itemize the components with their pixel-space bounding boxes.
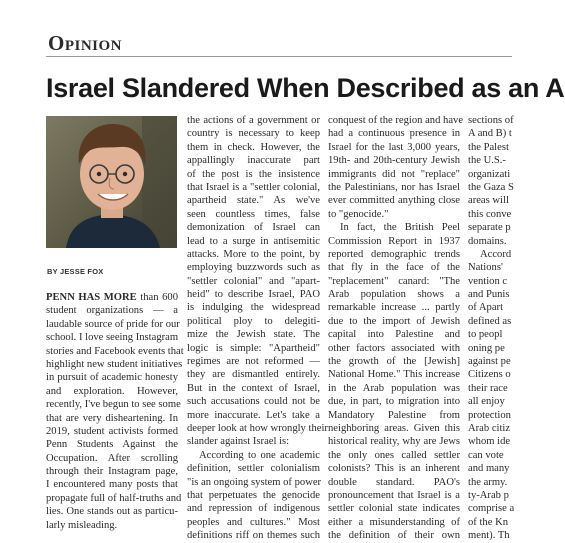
- column-1-line: school. I love seeing Instagram: [46, 332, 179, 344]
- column-1-line: propagate full of half-truths and: [46, 492, 182, 504]
- column-2-line: and repression of indigenous: [187, 503, 320, 515]
- column-2-line: country is necessary to keep: [187, 128, 320, 140]
- column-3-line: the Palestinians, nor has Israel: [328, 181, 460, 193]
- column-2-line: definition, settler colonialism: [187, 463, 320, 475]
- article-column-3: [328, 114, 464, 543]
- column-2-line: "settler colonial" and "apart-: [187, 275, 320, 287]
- column-4-line: comprise a: [468, 503, 515, 515]
- column-1-line: student organizations — a: [46, 305, 178, 317]
- column-1-line: laudable source of pride for our: [46, 318, 180, 330]
- column-3-line: double standard. PAO's: [328, 476, 460, 488]
- column-4-line: sections of: [468, 115, 514, 126]
- column-2-line: deeper look at how wrongly their: [187, 422, 328, 434]
- column-1-line: that are very disheartening. In: [46, 412, 178, 424]
- column-3-line: capital into Palestine and: [328, 329, 460, 341]
- column-3-line: reported demographic trends: [328, 248, 460, 260]
- column-4-line: the army.: [468, 476, 508, 488]
- column-4-line: defined as: [468, 315, 512, 327]
- column-3-line: conquest of the region and have: [328, 115, 464, 126]
- column-4-line: areas will: [468, 195, 509, 207]
- column-4-line: the Palest: [468, 141, 509, 153]
- article-column-4: [468, 114, 528, 543]
- column-3-line: the definition of their own: [328, 530, 460, 542]
- article-column-1: [46, 291, 184, 532]
- column-1-line-0: PENN HAS MORE than 600: [46, 292, 178, 303]
- column-4-line: Accord: [480, 248, 512, 260]
- column-2-line: that perpetuates the genocide: [187, 489, 320, 501]
- column-3-line: the growth of the [Jewish]: [328, 356, 460, 368]
- column-2-line: more inaccurate. Let's take a: [187, 409, 320, 421]
- column-3-line: neighboring areas. Given this: [328, 422, 460, 434]
- column-4-line: A and B) t: [468, 128, 512, 140]
- column-3-line: other factors associated with: [328, 342, 460, 354]
- column-3-line: Commission Report in 1937: [328, 235, 460, 247]
- column-1-line: Occupation. After scrolling: [46, 452, 178, 464]
- column-4-line: Citizens o: [468, 369, 511, 381]
- column-4-line: separate p: [468, 222, 511, 234]
- column-4-line: ty-Arab p: [468, 489, 509, 501]
- byline: BY JESSE FOX: [47, 267, 104, 276]
- column-2-line: such accusations could not be: [187, 396, 320, 408]
- column-1-line: and exploration. However,: [46, 385, 178, 397]
- column-4-line: against pe: [468, 356, 511, 368]
- column-4-line: ment). Th: [468, 530, 510, 542]
- column-2-line: they are dismantled entirely.: [187, 369, 320, 381]
- column-3-line: National Home." This increase: [328, 369, 460, 381]
- column-2-line: According to one academic: [199, 449, 320, 461]
- column-1-line: lies. One stands out as particu-: [46, 506, 178, 518]
- column-2-line: employing buzzwords such as: [187, 262, 320, 274]
- column-2-line: the actions of a government or: [187, 115, 320, 126]
- column-3-line: that fly in the face of the: [328, 262, 460, 274]
- section-label: Opinion: [48, 31, 123, 55]
- column-4-line: can vote: [468, 449, 504, 461]
- column-4-line: all enjoy: [468, 396, 505, 408]
- headline: Israel Slandered When Described as an A: [46, 73, 565, 103]
- column-4-line: Arab citiz: [468, 422, 511, 434]
- column-2-line: them in check. However, the: [187, 141, 320, 153]
- column-2-line: heid" to describe Israel, PAO: [187, 289, 320, 301]
- article-column-2: [187, 114, 328, 543]
- column-4-line: their race: [468, 382, 508, 394]
- column-2-line: that Israel is a "settler colonial,: [187, 181, 320, 193]
- column-3-line: immigrants did not "replace": [328, 168, 460, 180]
- column-2-line: "is an ongoing system of power: [187, 476, 322, 488]
- column-2-line: slander against Israel is:: [187, 436, 290, 448]
- column-1-line: larly misleading.: [46, 519, 118, 531]
- column-4-line: whom ide: [468, 436, 511, 448]
- column-2-line: lead to a surge in antisemitic: [187, 235, 320, 247]
- column-1-line: 2019, student activists formed: [46, 425, 178, 437]
- column-2-line: of the post is the insistence: [187, 168, 320, 180]
- column-1-line: in pursuit of academic honesty: [46, 372, 178, 384]
- column-4-line: of Apart: [468, 302, 504, 314]
- column-2-line: peoples and cultures." Most: [187, 516, 320, 528]
- column-4-line: to peopl: [468, 329, 503, 341]
- column-1-line: recently, I've begun to see some: [46, 399, 181, 411]
- column-1-line: Penn Students Against the: [46, 439, 178, 451]
- column-2-line: But in the context of Israel,: [187, 382, 320, 394]
- column-2-line: apartheid state." As we've: [187, 195, 320, 207]
- column-3-line: Israel for the last 3,000 years,: [328, 141, 460, 153]
- author-photo: [46, 116, 177, 248]
- column-2-line: logic is simple: "Apartheid": [187, 342, 320, 354]
- column-4-line: protection: [468, 409, 511, 421]
- column-2-line: is indulging the widespread: [187, 302, 320, 314]
- column-4-line: the Gaza S: [468, 181, 514, 193]
- lead-in-text: PENN HAS MORE: [46, 292, 137, 303]
- column-4-line: organizati: [468, 168, 511, 180]
- column-3-line: to "genocide.": [328, 208, 389, 220]
- column-3-line: in the Arab population was: [328, 382, 460, 394]
- column-4-line: this conve: [468, 208, 512, 220]
- column-3-line: remarkable increase ... partly: [328, 302, 460, 314]
- column-2-line: demonization of Israel can: [187, 222, 320, 234]
- column-3-line: In fact, the British Peel: [340, 222, 460, 234]
- column-2-line: mize the Jewish state. The: [187, 329, 320, 341]
- column-3-line: ever committed anything close: [328, 195, 460, 207]
- column-3-line: due, in part, to migration into: [328, 396, 460, 408]
- column-2-line: political ploy to delegiti-: [187, 315, 320, 327]
- column-4-line: domains.: [468, 235, 507, 247]
- column-3-line: Arab population shows a: [328, 289, 460, 301]
- column-3-line: settler colonial state indicates: [328, 503, 460, 515]
- column-2-line: definitions riff on themes such: [187, 530, 320, 542]
- column-2-line: appallingly inaccurate part: [187, 155, 320, 167]
- column-4-line: of the Kn: [468, 516, 509, 528]
- column-4-line: vention c: [468, 275, 508, 287]
- column-3-line: had a continuous presence in: [328, 128, 460, 140]
- column-2-line: regimes are not reformed —: [187, 356, 320, 368]
- column-1-line: through their Instagram page,: [46, 466, 178, 478]
- column-3-line: "replacement" canard: "The: [328, 275, 460, 287]
- portrait-illustration: [46, 116, 177, 248]
- column-2-line: seen countless times, false: [187, 208, 320, 220]
- column-4-line: Nations': [468, 262, 503, 274]
- column-3-line: either a misunderstanding of: [328, 516, 460, 528]
- column-3-line: historical reality, why are Jews: [328, 436, 460, 448]
- column-1-line: stories and Facebook events that: [46, 345, 184, 357]
- section-divider: [46, 56, 512, 57]
- column-3-line: the only ones called settler: [328, 449, 460, 461]
- column-4-line: oning pe: [468, 342, 505, 354]
- column-3-line: 19th- and 20th-century Jewish: [328, 155, 460, 167]
- column-4-line: and many: [468, 463, 510, 475]
- column-2-line: attacks. More to the point, by: [187, 248, 320, 260]
- column-3-line: Mandatory Palestine from: [328, 409, 460, 421]
- column-1-line: highlight new student initiatives: [46, 358, 183, 370]
- column-4-line: and Punis: [468, 289, 510, 301]
- column-3-line: due to the import of Jewish: [328, 315, 460, 327]
- column-3-line: pronouncement that Israel is a: [328, 489, 460, 501]
- column-1-line: I encountered many posts that: [46, 479, 178, 491]
- column-3-line: colonists? This is an inherent: [328, 463, 460, 475]
- column-4-line: the U.S.-: [468, 155, 506, 167]
